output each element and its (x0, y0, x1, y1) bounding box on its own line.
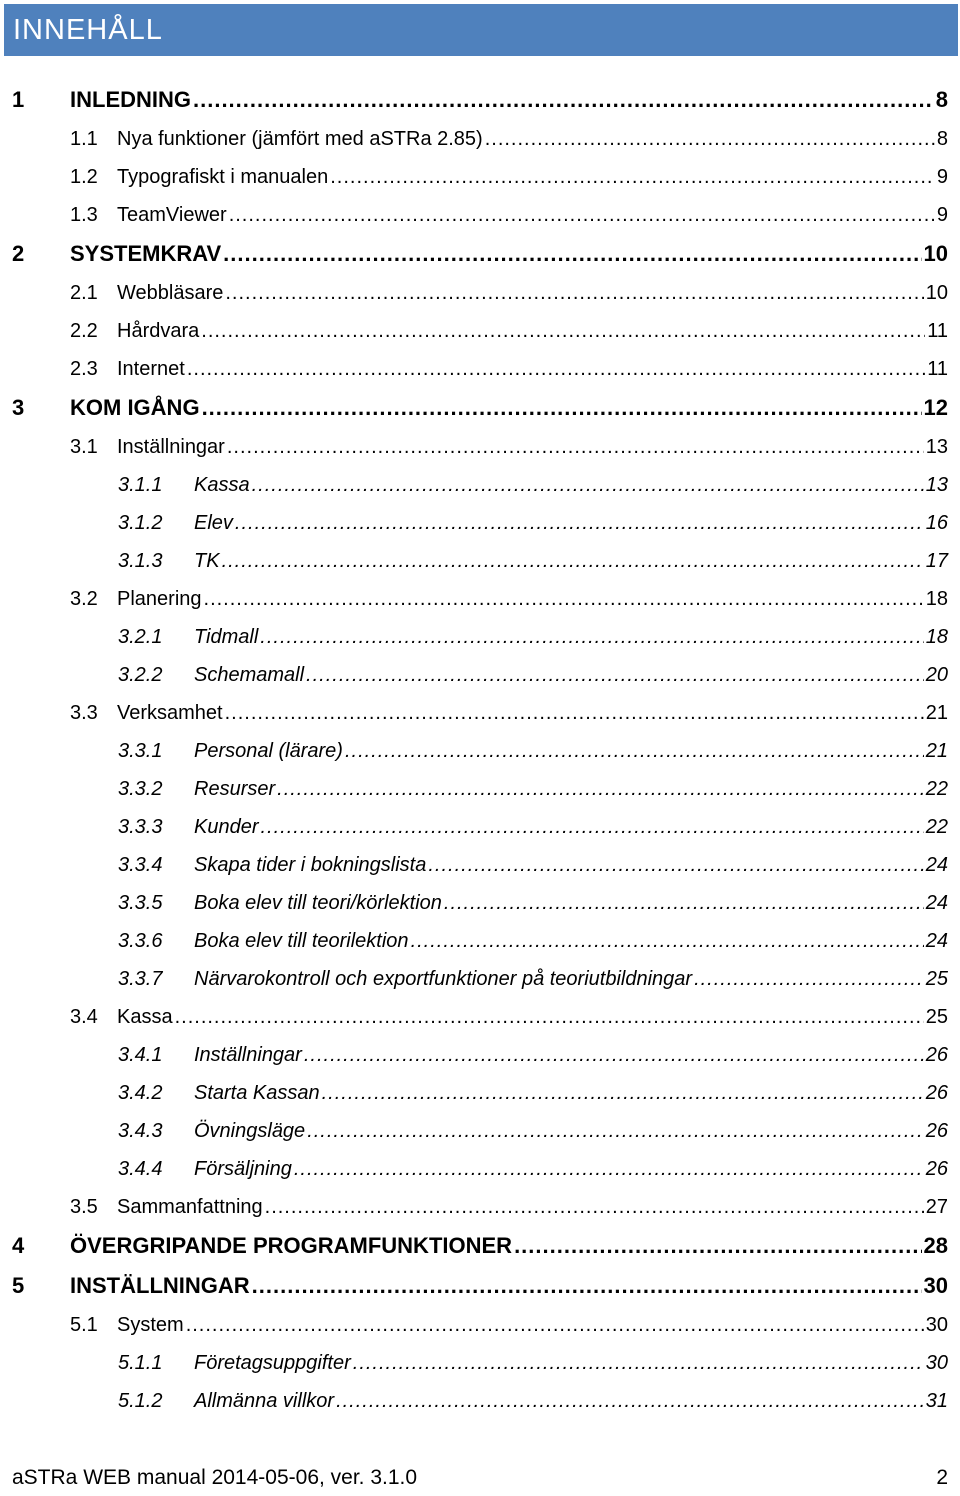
toc-entry-number: 3.3.7 (118, 968, 163, 990)
toc-dot-leader (229, 196, 935, 234)
toc-dot-leader (175, 998, 924, 1036)
toc-entry-title: Övningsläge (194, 1120, 306, 1142)
toc-entry-level-3[interactable] (0, 960, 960, 998)
toc-entry-page-number: 12 (923, 395, 948, 420)
toc-entry-title: Boka elev till teorilektion (194, 930, 409, 952)
toc-dot-leader (304, 1036, 924, 1074)
toc-entry-number: 3.1.3 (118, 550, 163, 572)
toc-entry-number: 3.2 (70, 588, 98, 610)
toc-entry-level-3[interactable] (0, 618, 960, 656)
toc-dot-leader (294, 1150, 924, 1188)
toc-entry-number: 3.4.3 (118, 1120, 163, 1142)
toc-dot-leader (201, 312, 925, 350)
toc-dot-leader (193, 80, 934, 120)
toc-entry-title: Starta Kassan (194, 1082, 320, 1104)
toc-entry-number: 3.4.2 (118, 1082, 163, 1104)
toc-dot-leader (444, 884, 924, 922)
toc-entry-number: 3.1.2 (118, 512, 163, 534)
toc-entry-page-number: 21 (925, 702, 948, 724)
toc-entry-title: Internet (117, 358, 185, 380)
toc-entry-level-1[interactable] (0, 388, 960, 428)
toc-entry-level-1[interactable] (0, 234, 960, 274)
toc-entry-level-3[interactable] (0, 808, 960, 846)
toc-entry-number: 5.1.2 (118, 1390, 163, 1412)
toc-entry-number: 5 (12, 1273, 25, 1298)
toc-entry-number: 3.3.1 (118, 740, 163, 762)
toc-dot-leader (336, 1382, 924, 1420)
toc-dot-leader (235, 504, 924, 542)
toc-entry-number: 3.3.3 (118, 816, 163, 838)
toc-entry-page-number: 17 (925, 550, 948, 572)
toc-entry-number: 3.4.1 (118, 1044, 163, 1066)
toc-entry-level-3[interactable] (0, 846, 960, 884)
toc-entry-title: Planering (117, 588, 202, 610)
toc-entry-title: Allmänna villkor (194, 1390, 335, 1412)
contents-header-bar (4, 4, 958, 56)
toc-entry-level-3[interactable] (0, 1074, 960, 1112)
toc-entry-level-2[interactable] (0, 428, 960, 466)
toc-entry-level-3[interactable] (0, 922, 960, 960)
toc-entry-page-number: 30 (923, 1273, 948, 1298)
toc-entry-level-1[interactable] (0, 1226, 960, 1266)
toc-entry-page-number: 8 (935, 87, 948, 112)
toc-entry-title: Inställningar (194, 1044, 302, 1066)
toc-entry-level-2[interactable] (0, 196, 960, 234)
toc-entry-title: Elev (194, 512, 233, 534)
toc-entry-page-number: 28 (923, 1233, 948, 1258)
toc-entry-page-number: 26 (925, 1082, 948, 1104)
toc-entry-title: Hårdvara (117, 320, 200, 342)
toc-dot-leader (428, 846, 923, 884)
footer-document-info: aSTRa WEB manual 2014-05-06, ver. 3.1.0 (12, 1466, 418, 1489)
toc-entry-title: Inställningar (117, 436, 225, 458)
toc-entry-title: TK (194, 550, 220, 572)
toc-dot-leader (223, 234, 921, 274)
toc-entry-title: Resurser (194, 778, 276, 800)
toc-entry-page-number: 18 (925, 588, 948, 610)
toc-entry-title: Typografiskt i manualen (117, 166, 329, 188)
toc-entry-page-number: 26 (925, 1044, 948, 1066)
toc-dot-leader (307, 1112, 924, 1150)
toc-entry-page-number: 10 (923, 241, 948, 266)
toc-dot-leader (186, 1306, 924, 1344)
toc-entry-number: 3.3.6 (118, 930, 163, 952)
toc-dot-leader (514, 1226, 921, 1266)
toc-entry-title: Schemamall (194, 664, 305, 686)
toc-dot-leader (225, 694, 924, 732)
toc-entry-level-3[interactable] (0, 1344, 960, 1382)
table-of-contents (0, 80, 960, 1420)
toc-entry-page-number: 16 (925, 512, 948, 534)
toc-entry-level-3[interactable] (0, 1382, 960, 1420)
toc-entry-number: 1.2 (70, 166, 98, 188)
toc-entry-title: Företagsuppgifter (194, 1352, 351, 1374)
toc-dot-leader (225, 274, 923, 312)
toc-entry-level-2[interactable] (0, 274, 960, 312)
toc-entry-level-2[interactable] (0, 350, 960, 388)
toc-entry-number: 1 (12, 87, 25, 112)
toc-entry-number: 2.2 (70, 320, 98, 342)
toc-entry-title: TeamViewer (117, 204, 227, 226)
toc-entry-title: ÖVERGRIPANDE PROGRAMFUNKTIONER (70, 1233, 513, 1258)
toc-entry-number: 3.5 (70, 1196, 98, 1218)
toc-entry-level-2[interactable] (0, 1306, 960, 1344)
toc-entry-title: Kassa (194, 474, 250, 496)
toc-entry-number: 1.3 (70, 204, 98, 226)
toc-dot-leader (227, 428, 924, 466)
toc-entry-title: Kunder (194, 816, 259, 838)
toc-entry-page-number: 31 (925, 1390, 948, 1412)
toc-entry-title: INSTÄLLNINGAR (70, 1273, 250, 1298)
toc-entry-title: System (117, 1314, 184, 1336)
toc-entry-number: 3 (12, 395, 25, 420)
toc-entry-page-number: 8 (936, 128, 948, 150)
toc-entry-page-number: 13 (925, 436, 948, 458)
toc-entry-page-number: 22 (925, 778, 948, 800)
toc-entry-number: 3.4 (70, 1006, 98, 1028)
toc-entry-title: Webbläsare (117, 282, 224, 304)
toc-dot-leader (260, 618, 923, 656)
toc-entry-level-3[interactable] (0, 504, 960, 542)
toc-dot-leader (187, 350, 925, 388)
toc-dot-leader (306, 656, 924, 694)
toc-entry-number: 2.1 (70, 282, 98, 304)
toc-dot-leader (222, 542, 924, 580)
toc-dot-leader (252, 466, 924, 504)
toc-entry-page-number: 9 (936, 166, 948, 188)
toc-entry-page-number: 24 (925, 930, 948, 952)
toc-entry-page-number: 25 (925, 968, 948, 990)
toc-entry-page-number: 26 (925, 1120, 948, 1142)
toc-entry-number: 3.3.5 (118, 892, 163, 914)
toc-entry-page-number: 25 (925, 1006, 948, 1028)
toc-entry-number: 3.1 (70, 436, 98, 458)
toc-dot-leader (265, 1188, 924, 1226)
toc-entry-title: SYSTEMKRAV (70, 241, 222, 266)
toc-entry-page-number: 24 (925, 892, 948, 914)
toc-entry-number: 3.3.4 (118, 854, 163, 876)
toc-entry-number: 4 (12, 1233, 25, 1258)
toc-dot-leader (345, 732, 924, 770)
toc-dot-leader (353, 1344, 924, 1382)
toc-entry-title: Nya funktioner (jämfört med aSTRa 2.85) (117, 128, 483, 150)
toc-entry-page-number: 27 (925, 1196, 948, 1218)
toc-entry-page-number: 26 (925, 1158, 948, 1180)
toc-entry-level-3[interactable] (0, 884, 960, 922)
toc-entry-page-number: 30 (925, 1352, 948, 1374)
toc-entry-number: 5.1.1 (118, 1352, 163, 1374)
toc-entry-page-number: 21 (925, 740, 948, 762)
toc-entry-title: Försäljning (194, 1158, 292, 1180)
toc-dot-leader (485, 120, 935, 158)
toc-entry-level-2[interactable] (0, 998, 960, 1036)
toc-entry-number: 3.1.1 (118, 474, 163, 496)
toc-entry-number: 1.1 (70, 128, 98, 150)
toc-entry-page-number: 9 (936, 204, 948, 226)
toc-dot-leader (204, 580, 924, 618)
toc-entry-title: Skapa tider i bokningslista (194, 854, 427, 876)
toc-entry-title: INLEDNING (70, 87, 191, 112)
toc-entry-level-1[interactable] (0, 1266, 960, 1306)
toc-entry-level-2[interactable] (0, 580, 960, 618)
toc-entry-number: 3.3 (70, 702, 98, 724)
toc-entry-page-number: 11 (927, 358, 948, 380)
toc-entry-title: Personal (lärare) (194, 740, 343, 762)
toc-entry-number: 3.3.2 (118, 778, 163, 800)
toc-entry-title: KOM IGÅNG (70, 395, 200, 420)
toc-entry-number: 3.2.2 (118, 664, 163, 686)
toc-entry-level-3[interactable] (0, 770, 960, 808)
toc-entry-level-2[interactable] (0, 1188, 960, 1226)
toc-entry-number: 3.4.4 (118, 1158, 163, 1180)
toc-entry-level-3[interactable] (0, 542, 960, 580)
toc-dot-leader (411, 922, 924, 960)
toc-dot-leader (330, 158, 935, 196)
toc-entry-level-3[interactable] (0, 656, 960, 694)
toc-entry-level-3[interactable] (0, 1150, 960, 1188)
toc-entry-title: Kassa (117, 1006, 173, 1028)
toc-entry-level-3[interactable] (0, 732, 960, 770)
toc-entry-title: Verksamhet (117, 702, 223, 724)
toc-entry-page-number: 22 (925, 816, 948, 838)
toc-entry-level-1[interactable] (0, 80, 960, 120)
toc-entry-level-2[interactable] (0, 158, 960, 196)
toc-dot-leader (277, 770, 924, 808)
toc-entry-number: 2 (12, 241, 25, 266)
toc-entry-title: Sammanfattning (117, 1196, 263, 1218)
toc-entry-level-3[interactable] (0, 1036, 960, 1074)
toc-entry-number: 5.1 (70, 1314, 98, 1336)
footer-page-number: 2 (936, 1466, 948, 1489)
toc-entry-page-number: 11 (927, 320, 948, 342)
toc-entry-page-number: 18 (925, 626, 948, 648)
toc-entry-level-2[interactable] (0, 694, 960, 732)
toc-entry-page-number: 20 (925, 664, 948, 686)
toc-entry-page-number: 13 (925, 474, 948, 496)
toc-entry-title: Tidmall (194, 626, 259, 648)
toc-entry-level-3[interactable] (0, 1112, 960, 1150)
toc-entry-title: Närvarokontroll och exportfunktioner på teoriutbildningar (194, 968, 693, 990)
toc-dot-leader (202, 388, 922, 428)
page-footer (12, 1466, 948, 1496)
toc-entry-page-number: 30 (925, 1314, 948, 1336)
contents-heading: INNEHÅLL (13, 14, 163, 46)
toc-entry-number: 3.2.1 (118, 626, 163, 648)
toc-dot-leader (261, 808, 924, 846)
toc-entry-title: Boka elev till teori/körlektion (194, 892, 442, 914)
toc-dot-leader (694, 960, 924, 998)
toc-entry-page-number: 10 (925, 282, 948, 304)
toc-entry-page-number: 24 (925, 854, 948, 876)
toc-dot-leader (252, 1266, 922, 1306)
toc-entry-level-2[interactable] (0, 120, 960, 158)
toc-entry-level-2[interactable] (0, 312, 960, 350)
toc-entry-level-3[interactable] (0, 466, 960, 504)
toc-entry-number: 2.3 (70, 358, 98, 380)
toc-dot-leader (322, 1074, 924, 1112)
